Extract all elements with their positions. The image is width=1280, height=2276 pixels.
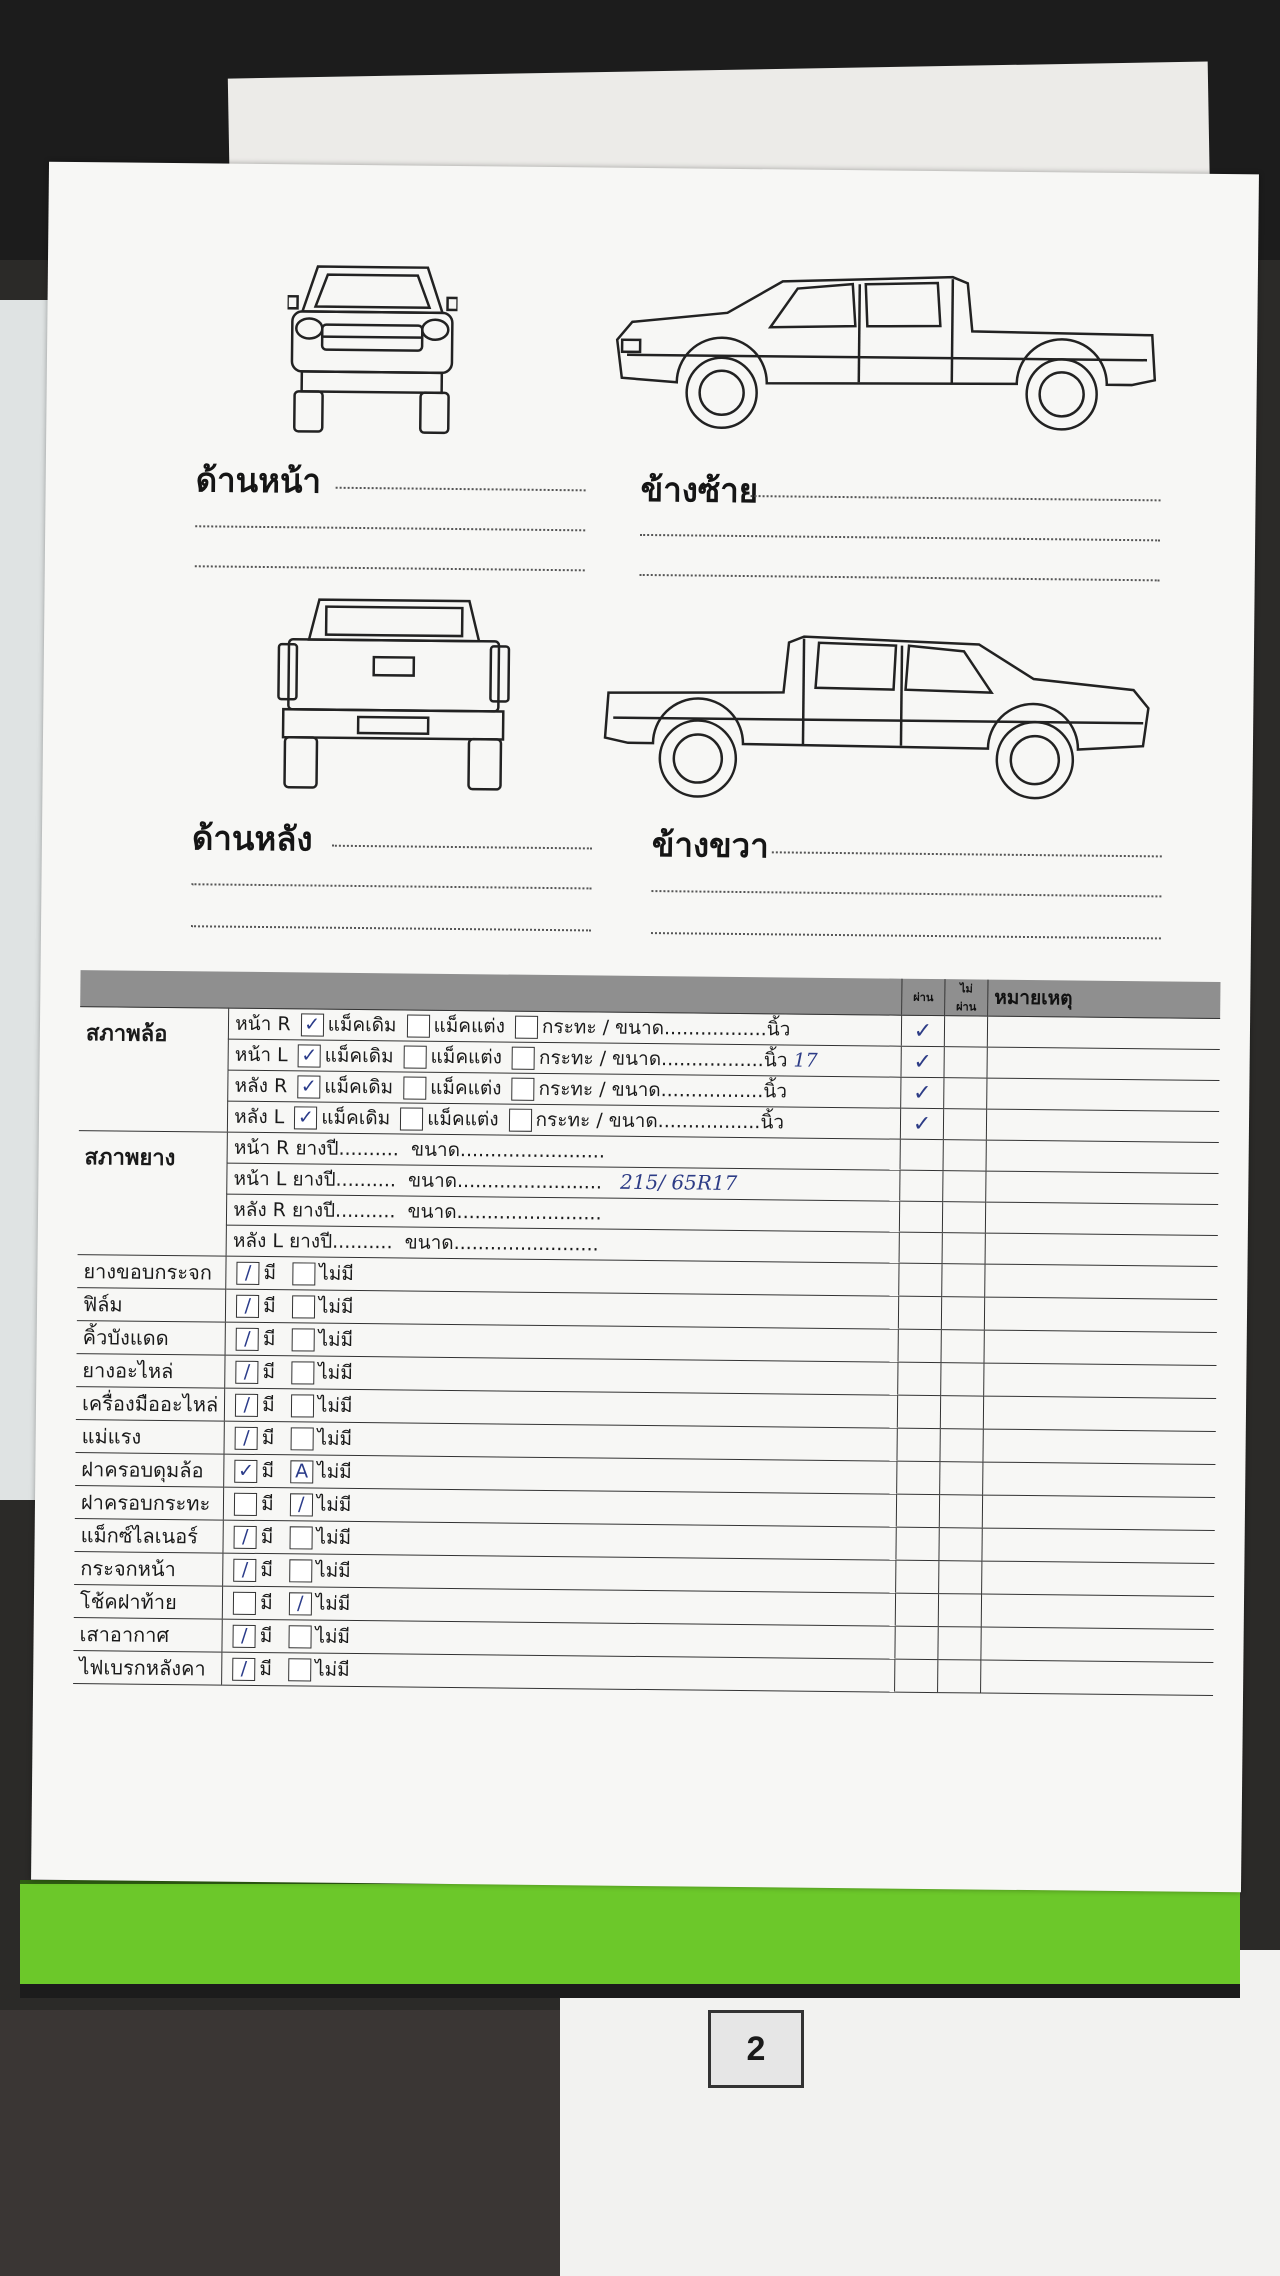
wheel-option-label: แม็คแต่ง — [430, 1045, 503, 1069]
fail-cell[interactable] — [938, 1627, 981, 1660]
has-checkbox[interactable]: / — [235, 1427, 258, 1450]
handwritten-wheel-size: 17 — [793, 1049, 818, 1072]
has-checkbox[interactable]: / — [235, 1361, 258, 1384]
remark-cell[interactable] — [984, 1330, 1217, 1365]
accessory-name: ไฟเบรกหลังคา — [73, 1651, 222, 1686]
remark-cell[interactable] — [987, 1078, 1220, 1111]
none-checkbox[interactable] — [289, 1526, 312, 1549]
pass-cell[interactable] — [897, 1428, 940, 1461]
none-label: ไม่มี — [318, 1295, 354, 1318]
has-checkbox[interactable]: ✓ — [234, 1460, 257, 1483]
pass-cell[interactable]: ✓ — [901, 1015, 944, 1046]
tire-size-field: ขนาด........................ — [407, 1200, 602, 1225]
accessory-name: กระจกหน้า — [74, 1552, 223, 1587]
none-checkbox[interactable] — [291, 1394, 314, 1417]
tire-year-field: ยางปี.......... — [288, 1230, 393, 1254]
pass-cell[interactable] — [896, 1527, 939, 1560]
bottom-paper — [560, 1950, 1280, 2276]
pass-cell[interactable] — [898, 1296, 941, 1329]
pass-cell[interactable]: ✓ — [901, 1046, 944, 1077]
pass-cell[interactable] — [898, 1329, 941, 1362]
none-label: ไม่มี — [314, 1658, 350, 1681]
green-folder — [20, 1880, 1240, 1998]
remark-cell[interactable] — [983, 1396, 1216, 1431]
header-pass: ผ่าน — [902, 979, 945, 1016]
accessory-items — [73, 1255, 1217, 1696]
none-label: ไม่มี — [315, 1559, 351, 1582]
accessory-name: ยางอะไหล่ — [76, 1354, 225, 1389]
fail-cell[interactable] — [944, 1078, 987, 1109]
has-checkbox[interactable]: / — [236, 1328, 259, 1351]
has-label: มี — [260, 1559, 274, 1582]
accessory-name: ฝาครอบดุมล้อ — [75, 1453, 224, 1488]
pass-cell[interactable]: ✓ — [901, 1077, 944, 1108]
none-label: ไม่มี — [317, 1394, 353, 1417]
fail-cell[interactable] — [942, 1202, 985, 1233]
tire-year-field: ยางปี.......... — [295, 1137, 400, 1161]
has-checkbox[interactable] — [234, 1493, 257, 1516]
fail-cell[interactable] — [943, 1171, 986, 1202]
pass-cell[interactable] — [900, 1170, 943, 1201]
desk-surface — [0, 2010, 560, 2276]
has-label: มี — [260, 1526, 274, 1549]
accessory-name: แม็กซ์ไลเนอร์ — [74, 1519, 223, 1554]
none-checkbox[interactable]: A — [290, 1460, 313, 1483]
fail-cell[interactable] — [941, 1330, 984, 1363]
accessory-name: เครื่องมืออะไหล่ — [76, 1387, 225, 1422]
remark-cell[interactable] — [987, 1016, 1220, 1049]
has-label: มี — [261, 1427, 275, 1450]
fail-cell[interactable] — [938, 1660, 981, 1693]
pass-cell[interactable] — [897, 1461, 940, 1494]
tire-year-field: ยางปี.......... — [291, 1199, 396, 1223]
fail-cell[interactable] — [940, 1396, 983, 1429]
blank-line — [651, 932, 1161, 939]
remark-cell[interactable] — [983, 1462, 1216, 1497]
folder-number: 2 — [708, 2010, 804, 2088]
view-label-left: ข้างซ้าย — [640, 469, 759, 511]
none-checkbox[interactable] — [288, 1625, 311, 1648]
has-label: มี — [262, 1361, 276, 1384]
truck-left-side-drawing — [606, 260, 1168, 446]
fail-cell[interactable] — [940, 1429, 983, 1462]
accessory-name: ฟิล์ม — [77, 1288, 226, 1323]
accessory-options — [222, 1652, 895, 1692]
wheel-option-label: แม็คแต่ง — [433, 1014, 506, 1038]
wheel-position: หลัง R — [234, 1074, 288, 1098]
handwritten-tire-size: 215/ 65R17 — [620, 1169, 738, 1195]
remark-cell[interactable] — [982, 1561, 1215, 1596]
remark-cell[interactable] — [987, 1047, 1220, 1080]
none-label: ไม่มี — [317, 1460, 352, 1483]
wheel-option-checkbox[interactable] — [403, 1076, 426, 1099]
view-label-front: ด้านหน้า — [195, 460, 322, 501]
tire-size-field: ขนาด........................ — [404, 1231, 599, 1256]
pass-cell[interactable] — [900, 1139, 943, 1170]
wheel-option-label: แม็คเดิม — [324, 1044, 394, 1068]
fail-cell[interactable] — [944, 1047, 987, 1078]
wheel-option-label: แม็คแต่ง — [427, 1107, 499, 1131]
has-checkbox[interactable]: / — [236, 1295, 259, 1318]
fail-cell[interactable] — [941, 1363, 984, 1396]
fail-cell[interactable] — [939, 1528, 982, 1561]
wheel-option-checkbox[interactable]: ✓ — [294, 1106, 317, 1129]
remark-cell[interactable] — [986, 1171, 1219, 1204]
blank-line — [640, 534, 1160, 541]
has-checkbox[interactable]: / — [234, 1526, 257, 1549]
accessory-name: แม่แรง — [76, 1420, 225, 1455]
accessory-name: ยางขอบกระจก — [77, 1255, 226, 1290]
wheel-size-field: กระทะ / ขนาด.................นิ้ว — [535, 1108, 785, 1134]
none-checkbox[interactable]: / — [290, 1493, 313, 1516]
pass-cell[interactable] — [898, 1362, 941, 1395]
blank-line — [772, 851, 1162, 857]
remark-cell[interactable] — [985, 1202, 1218, 1235]
wheel-position: หลัง L — [234, 1105, 285, 1129]
none-checkbox[interactable] — [290, 1427, 313, 1450]
pass-cell[interactable] — [899, 1232, 942, 1263]
pass-cell[interactable] — [899, 1201, 942, 1232]
view-label-right: ข้างขวา — [651, 825, 769, 866]
pass-cell[interactable]: ✓ — [900, 1108, 943, 1139]
none-checkbox[interactable] — [291, 1328, 314, 1351]
fail-cell[interactable] — [944, 1016, 987, 1047]
accessory-name: ฝาครอบกระทะ — [75, 1486, 224, 1521]
has-label: มี — [260, 1592, 273, 1615]
none-checkbox[interactable] — [292, 1295, 315, 1318]
wheel-option-checkbox[interactable] — [400, 1107, 423, 1130]
has-label: มี — [262, 1328, 276, 1351]
wheel-option-checkbox[interactable] — [511, 1078, 534, 1101]
wheel-size-field: กระทะ / ขนาด.................นิ้ว — [541, 1015, 791, 1041]
pass-cell[interactable] — [895, 1626, 938, 1659]
wheel-option-checkbox[interactable] — [512, 1047, 535, 1070]
wheel-position: หน้า R — [235, 1012, 291, 1036]
blank-line — [751, 495, 1161, 501]
section-wheel: สภาพล้อ — [79, 1007, 229, 1133]
tire-year-field: ยางปี.......... — [292, 1168, 397, 1192]
none-checkbox[interactable] — [289, 1559, 312, 1582]
none-checkbox[interactable]: / — [289, 1592, 312, 1615]
wheel-option-checkbox[interactable]: ✓ — [297, 1075, 320, 1098]
truck-rear-drawing — [272, 594, 514, 797]
accessory-name: เสาอากาศ — [73, 1618, 222, 1653]
remark-cell[interactable] — [983, 1429, 1216, 1464]
wheel-size-field: กระทะ / ขนาด.................นิ้ว — [538, 1046, 788, 1072]
none-label: ไม่มี — [318, 1328, 354, 1351]
wheel-option-label: แม็คเดิม — [321, 1106, 391, 1130]
none-label: ไม่มี — [317, 1427, 353, 1450]
blank-line — [191, 925, 591, 931]
pass-cell[interactable] — [896, 1560, 939, 1593]
remark-cell[interactable] — [984, 1363, 1217, 1398]
none-label: ไม่มี — [316, 1493, 352, 1516]
none-label: ไม่มี — [315, 1625, 351, 1648]
remark-cell[interactable] — [981, 1660, 1214, 1695]
blank-line — [336, 487, 586, 492]
wheel-size-field: กระทะ / ขนาด.................นิ้ว — [538, 1077, 788, 1103]
none-label: ไม่มี — [315, 1592, 351, 1615]
wheel-option-checkbox[interactable] — [406, 1015, 429, 1038]
has-label: มี — [261, 1493, 274, 1516]
has-label: มี — [259, 1625, 273, 1648]
has-checkbox[interactable]: / — [233, 1559, 256, 1582]
tire-position: หน้า L — [233, 1167, 287, 1191]
fail-cell[interactable] — [943, 1140, 986, 1171]
none-checkbox[interactable] — [288, 1658, 311, 1681]
has-label: มี — [263, 1295, 276, 1318]
none-checkbox[interactable] — [292, 1262, 315, 1285]
has-checkbox[interactable]: / — [233, 1625, 256, 1648]
fail-cell[interactable] — [943, 1109, 986, 1140]
wheel-option-checkbox[interactable]: ✓ — [301, 1013, 324, 1036]
blank-line — [640, 574, 1160, 581]
truck-right-side-drawing — [602, 623, 1174, 819]
remark-cell[interactable] — [986, 1140, 1219, 1173]
remark-cell[interactable] — [981, 1627, 1214, 1662]
blank-line — [191, 883, 591, 889]
header-remark: หมายเหตุ — [988, 980, 1221, 1019]
inspection-table — [73, 970, 1220, 1696]
fail-cell[interactable] — [940, 1462, 983, 1495]
wheel-position: หน้า L — [234, 1043, 288, 1067]
tire-position: หน้า R — [233, 1136, 290, 1160]
wheel-option-checkbox[interactable] — [515, 1016, 538, 1039]
view-label-rear: ด้านหลัง — [191, 818, 313, 859]
accessory-name: คิ้วบังแดด — [77, 1321, 226, 1356]
wheel-option-checkbox[interactable] — [508, 1109, 531, 1132]
remark-cell[interactable] — [985, 1233, 1218, 1266]
wheel-option-label: แม็คแต่ง — [430, 1076, 502, 1100]
remark-cell[interactable] — [982, 1495, 1215, 1530]
inspection-sheet — [31, 162, 1259, 1893]
pass-cell[interactable] — [896, 1494, 939, 1527]
remark-cell[interactable] — [982, 1528, 1215, 1563]
remark-cell[interactable] — [984, 1297, 1217, 1332]
has-checkbox[interactable]: / — [235, 1394, 258, 1417]
pass-cell[interactable] — [897, 1395, 940, 1428]
tire-size-field: ขนาด........................ — [407, 1169, 603, 1194]
remark-cell[interactable] — [985, 1264, 1218, 1299]
none-label: ไม่มี — [318, 1361, 353, 1384]
tire-position: หลัง R — [233, 1198, 287, 1222]
has-label: มี — [261, 1460, 275, 1483]
has-checkbox[interactable]: / — [232, 1658, 255, 1681]
fail-cell[interactable] — [938, 1594, 981, 1627]
header-fail: ไม่ผ่าน — [945, 979, 988, 1016]
section-tire: สภาพยาง — [78, 1131, 228, 1257]
fail-cell[interactable] — [942, 1233, 985, 1264]
wheel-option-checkbox[interactable]: ✓ — [298, 1044, 321, 1067]
tire-position: หลัง L — [232, 1229, 284, 1253]
wheel-option-label: แม็คเดิม — [324, 1075, 394, 1099]
blank-line — [651, 890, 1161, 897]
remark-cell[interactable] — [981, 1594, 1214, 1629]
has-label: มี — [259, 1657, 273, 1681]
accessory-name: โช้คฝาท้าย — [74, 1585, 223, 1620]
tire-size-field: ขนาด........................ — [410, 1138, 606, 1163]
blank-line — [195, 525, 585, 531]
fail-cell[interactable] — [939, 1561, 982, 1594]
fail-cell[interactable] — [941, 1297, 984, 1330]
truck-front-drawing — [286, 256, 458, 438]
has-checkbox[interactable]: / — [236, 1262, 259, 1285]
none-label: ไม่มี — [319, 1262, 354, 1285]
blank-line — [332, 845, 592, 850]
wheel-option-checkbox[interactable] — [403, 1045, 426, 1068]
blank-line — [195, 565, 585, 571]
has-label: มี — [262, 1394, 275, 1417]
fail-cell[interactable] — [939, 1495, 982, 1528]
has-checkbox[interactable] — [233, 1592, 256, 1615]
pass-cell[interactable] — [899, 1263, 942, 1296]
pass-cell[interactable] — [895, 1659, 938, 1692]
none-checkbox[interactable] — [291, 1361, 314, 1384]
has-label: มี — [263, 1262, 277, 1285]
wheel-option-label: แม็คเดิม — [327, 1013, 397, 1037]
fail-cell[interactable] — [942, 1264, 985, 1297]
pass-cell[interactable] — [895, 1593, 938, 1626]
none-label: ไม่มี — [316, 1526, 352, 1549]
remark-cell[interactable] — [986, 1109, 1219, 1142]
